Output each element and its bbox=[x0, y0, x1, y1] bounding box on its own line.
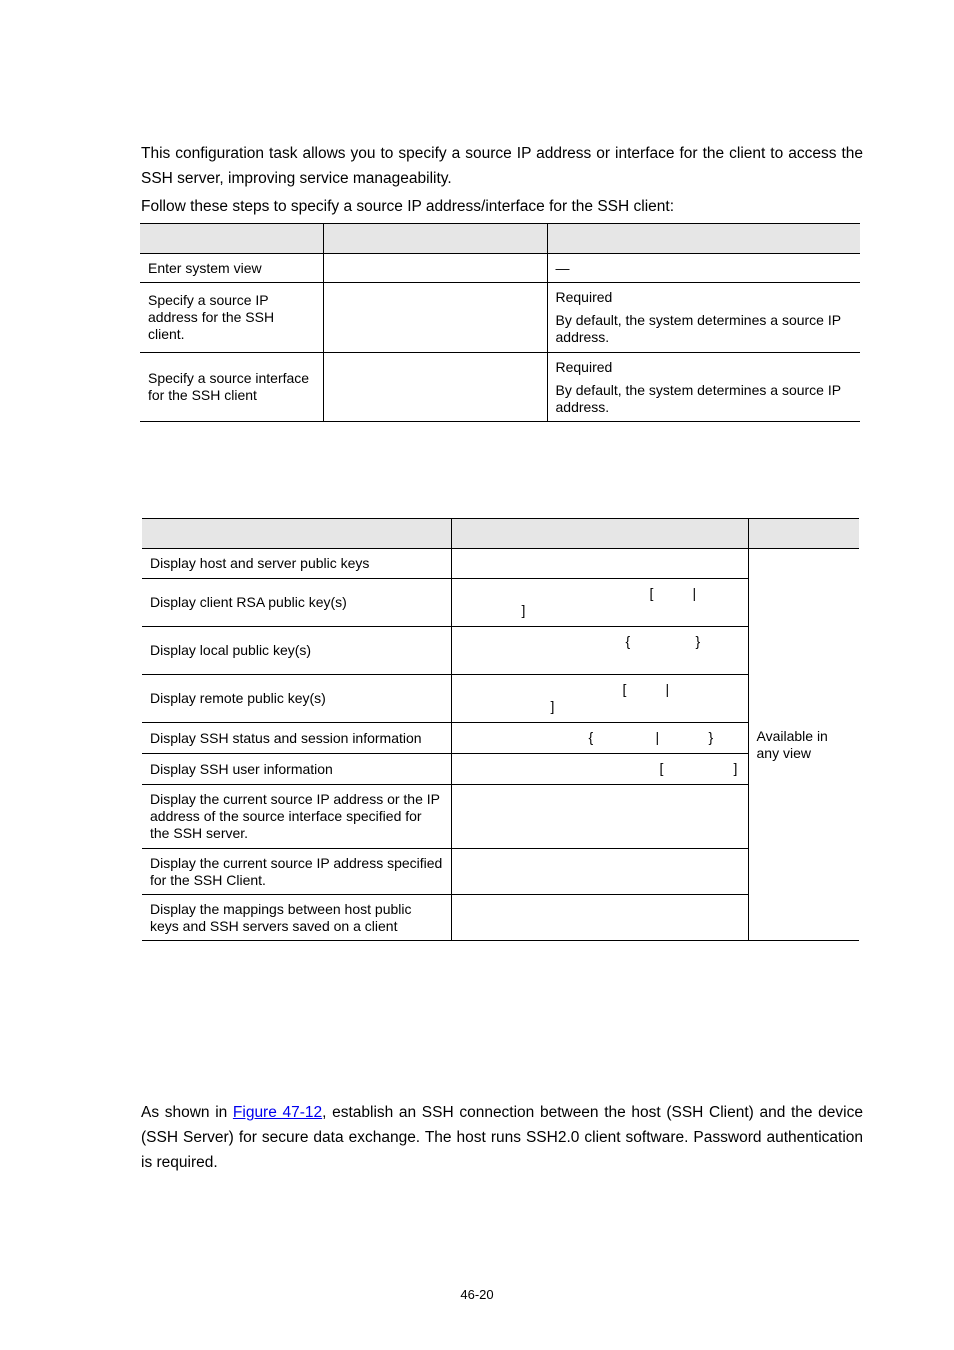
table-row bbox=[140, 283, 860, 353]
example-text: As shown in bbox=[141, 1104, 233, 1121]
remark-detail: By default, the system determines a source IP address. bbox=[555, 312, 841, 345]
command-cell bbox=[451, 754, 748, 785]
command-cell bbox=[451, 627, 748, 675]
remark-cell bbox=[547, 283, 860, 353]
header-cell bbox=[451, 519, 748, 549]
syntax-glyph: | bbox=[692, 585, 697, 601]
remark-cell bbox=[547, 353, 860, 422]
syntax-glyph: [ bbox=[622, 681, 627, 697]
task-cell: Display the current source IP address specified for the SSH Client. bbox=[142, 849, 451, 895]
header-cell bbox=[140, 224, 323, 254]
command-cell bbox=[451, 849, 748, 895]
task-cell: Display remote public key(s) bbox=[142, 675, 451, 723]
task-cell: Display host and server public keys bbox=[142, 549, 451, 579]
command-cell bbox=[451, 785, 748, 849]
command-cell bbox=[323, 283, 547, 353]
header-cell bbox=[142, 519, 451, 549]
page-number: 46-20 bbox=[460, 1287, 494, 1302]
header-cell bbox=[547, 224, 860, 254]
display-commands-table bbox=[142, 518, 859, 941]
syntax-glyph: } bbox=[708, 729, 714, 745]
task-cell: Specify a source interface for the SSH client bbox=[140, 353, 323, 422]
table-row bbox=[142, 549, 859, 579]
command-cell bbox=[323, 353, 547, 422]
syntax-glyph: | bbox=[655, 729, 660, 745]
task-cell: Display the current source IP address or the IP address of the source interface specified for the SSH server. bbox=[142, 785, 451, 849]
remark-required: Required bbox=[555, 358, 613, 375]
task-cell: Display the mappings between host public keys and SSH servers saved on a client bbox=[142, 895, 451, 941]
task-cell: Display local public key(s) bbox=[142, 627, 451, 675]
remark-detail: By default, the system determines a source IP address. bbox=[555, 381, 841, 415]
table-row bbox=[140, 353, 860, 422]
table-header-row bbox=[140, 224, 860, 254]
table-row bbox=[140, 254, 860, 283]
example-paragraph bbox=[141, 1100, 863, 1175]
command-cell bbox=[451, 723, 748, 754]
syntax-glyph: ] bbox=[521, 602, 526, 618]
steps-lead-in: Follow these steps to specify a source IP address/interface for the SSH client: bbox=[141, 198, 675, 215]
syntax-glyph: { bbox=[625, 633, 631, 649]
syntax-glyph: [ bbox=[649, 585, 654, 601]
syntax-glyph: | bbox=[665, 681, 670, 697]
header-cell bbox=[748, 519, 859, 549]
command-cell bbox=[451, 895, 748, 941]
syntax-glyph: [ bbox=[659, 760, 664, 776]
remark-required: Required bbox=[555, 289, 613, 305]
task-cell: Display client RSA public key(s) bbox=[142, 579, 451, 627]
source-address-steps-table bbox=[140, 223, 860, 422]
intro-paragraph: This configuration task allows you to specify a source IP address or interface for the client to access the SSH server, improving service manageability. bbox=[141, 145, 863, 187]
header-cell bbox=[323, 224, 547, 254]
syntax-glyph: ] bbox=[550, 698, 555, 714]
command-cell bbox=[323, 254, 547, 283]
task-cell: Specify a source IP address for the SSH client. bbox=[140, 283, 323, 353]
remarks-cell: Available in any view bbox=[756, 727, 828, 761]
task-cell: Display SSH user information bbox=[142, 754, 451, 785]
example-text: , establish an SSH connection between the host (SSH Client) and the device (SSH Server) for secure data exchange. The host runs SSH2.0 client software. Password authentication is required. bbox=[141, 1104, 863, 1171]
syntax-glyph: ] bbox=[733, 760, 738, 776]
syntax-glyph: } bbox=[695, 633, 701, 649]
task-cell: Enter system view bbox=[140, 254, 323, 283]
figure-link[interactable]: Figure 47-12 bbox=[232, 1104, 323, 1121]
command-cell bbox=[451, 675, 748, 723]
syntax-glyph: { bbox=[588, 729, 594, 745]
task-cell: Display SSH status and session information bbox=[142, 723, 451, 754]
command-cell bbox=[451, 579, 748, 627]
remark-cell: — bbox=[547, 254, 860, 283]
table-header-row bbox=[142, 519, 859, 549]
command-cell bbox=[451, 549, 748, 579]
